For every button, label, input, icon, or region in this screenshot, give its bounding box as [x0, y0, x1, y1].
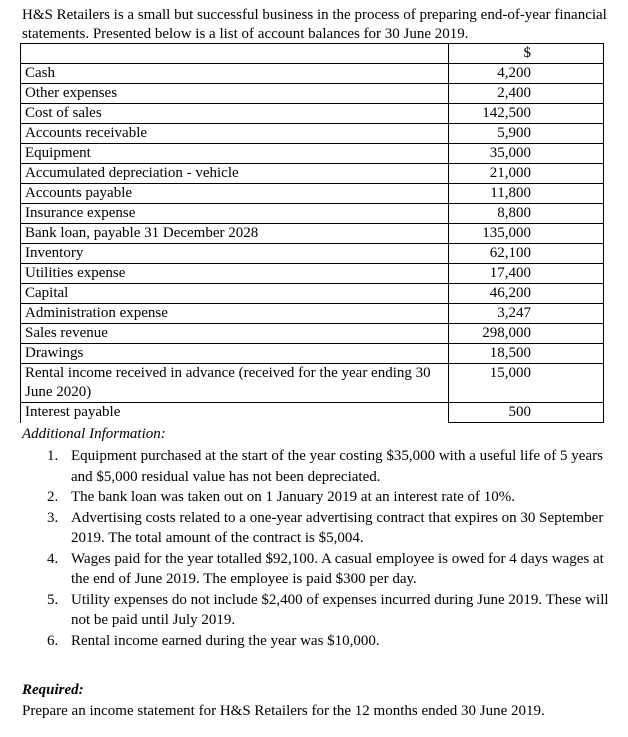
intro-paragraph: H&S Retailers is a small but successful business in the process of preparing end-of-year financial statements. Presented below is a list of account balances for 30 June 2019. — [22, 7, 607, 42]
list-item — [40, 487, 624, 508]
account-value: 62,100 — [449, 244, 604, 264]
list-item-number: 4. — [47, 550, 59, 567]
account-value: 17,400 — [449, 264, 604, 284]
required-text: Prepare an income statement for H&S Retailers for the 12 months ended 30 June 2019. — [22, 703, 545, 719]
list-item — [40, 590, 624, 631]
additional-info-title: Additional Information: — [22, 426, 166, 442]
table-row — [21, 64, 604, 84]
table-row — [21, 324, 604, 344]
table-row — [21, 403, 604, 423]
list-item — [40, 631, 624, 652]
account-label: Cash — [21, 64, 449, 84]
account-value: 21,000 — [449, 164, 604, 184]
table-row — [21, 364, 604, 403]
account-label: Bank loan, payable 31 December 2028 — [21, 224, 449, 244]
account-value: 15,000 — [449, 364, 604, 403]
account-label: Accounts receivable — [21, 124, 449, 144]
list-item-number: 6. — [47, 632, 59, 649]
account-value: 18,500 — [449, 344, 604, 364]
list-item — [40, 549, 624, 590]
list-item-number: 5. — [47, 591, 59, 608]
account-label: Cost of sales — [21, 104, 449, 124]
additional-info-list — [40, 446, 624, 651]
account-value: 8,800 — [449, 204, 604, 224]
list-item — [40, 508, 624, 549]
account-label: Inventory — [21, 244, 449, 264]
account-value: 298,000 — [449, 324, 604, 344]
account-label: Interest payable — [21, 403, 449, 423]
list-item-text: The bank loan was taken out on 1 January 2019 at an interest rate of 10%. — [71, 489, 516, 505]
account-label: Sales revenue — [21, 324, 449, 344]
account-value: 500 — [449, 403, 604, 423]
account-value: 142,500 — [449, 104, 604, 124]
list-item-text: Rental income earned during the year was $10,000. — [71, 632, 380, 649]
account-value: 3,247 — [449, 304, 604, 324]
account-value: 2,400 — [449, 84, 604, 104]
table-row — [21, 304, 604, 324]
account-label: Capital — [21, 284, 449, 304]
account-label: Equipment — [21, 144, 449, 164]
account-label: Other expenses — [21, 84, 449, 104]
table-row — [21, 164, 604, 184]
list-item-number: 1. — [47, 448, 59, 464]
table-row — [21, 204, 604, 224]
required-title: Required: — [22, 682, 84, 698]
table-row — [21, 104, 604, 124]
table-row — [21, 264, 604, 284]
account-value: 135,000 — [449, 224, 604, 244]
list-item-text: Utility expenses do not include $2,400 of expenses incurred during June 2019. These will not be paid until July 2019. — [71, 591, 609, 628]
list-item-number: 3. — [47, 509, 59, 526]
account-value: 35,000 — [449, 144, 604, 164]
account-label: Drawings — [21, 344, 449, 364]
list-item-number: 2. — [47, 489, 59, 505]
account-label: Utilities expense — [21, 264, 449, 284]
table-row — [21, 84, 604, 104]
currency-header: $ — [449, 44, 604, 64]
table-row — [21, 224, 604, 244]
account-label: Accounts payable — [21, 184, 449, 204]
account-label: Rental income received in advance (received for the year ending 30 June 2020) — [21, 364, 449, 403]
table-row — [21, 244, 604, 264]
account-label: Insurance expense — [21, 204, 449, 224]
list-item-text: Wages paid for the year totalled $92,100. A casual employee is owed for 4 days wages at the end of June 2019. The employee is paid $300 per day. — [71, 550, 604, 587]
list-item — [40, 446, 624, 487]
list-item-text: Advertising costs related to a one-year advertising contract that expires on 30 September 2019. The total amount of the contract is $5,004. — [71, 509, 604, 546]
table-row — [21, 144, 604, 164]
table-row — [21, 284, 604, 304]
table-header-row — [21, 44, 604, 64]
header-label-cell — [21, 44, 449, 64]
account-value: 46,200 — [449, 284, 604, 304]
account-value: 11,800 — [449, 184, 604, 204]
account-label: Administration expense — [21, 304, 449, 324]
account-value: 4,200 — [449, 64, 604, 84]
table-row — [21, 184, 604, 204]
account-label: Accumulated depreciation - vehicle — [21, 164, 449, 184]
account-value: 5,900 — [449, 124, 604, 144]
table-row — [21, 124, 604, 144]
list-item-text: Equipment purchased at the start of the year costing $35,000 with a useful life of 5 years and $5,000 residual value has not been depreciated. — [71, 448, 603, 485]
table-row — [21, 344, 604, 364]
account-balances-table — [20, 43, 604, 423]
